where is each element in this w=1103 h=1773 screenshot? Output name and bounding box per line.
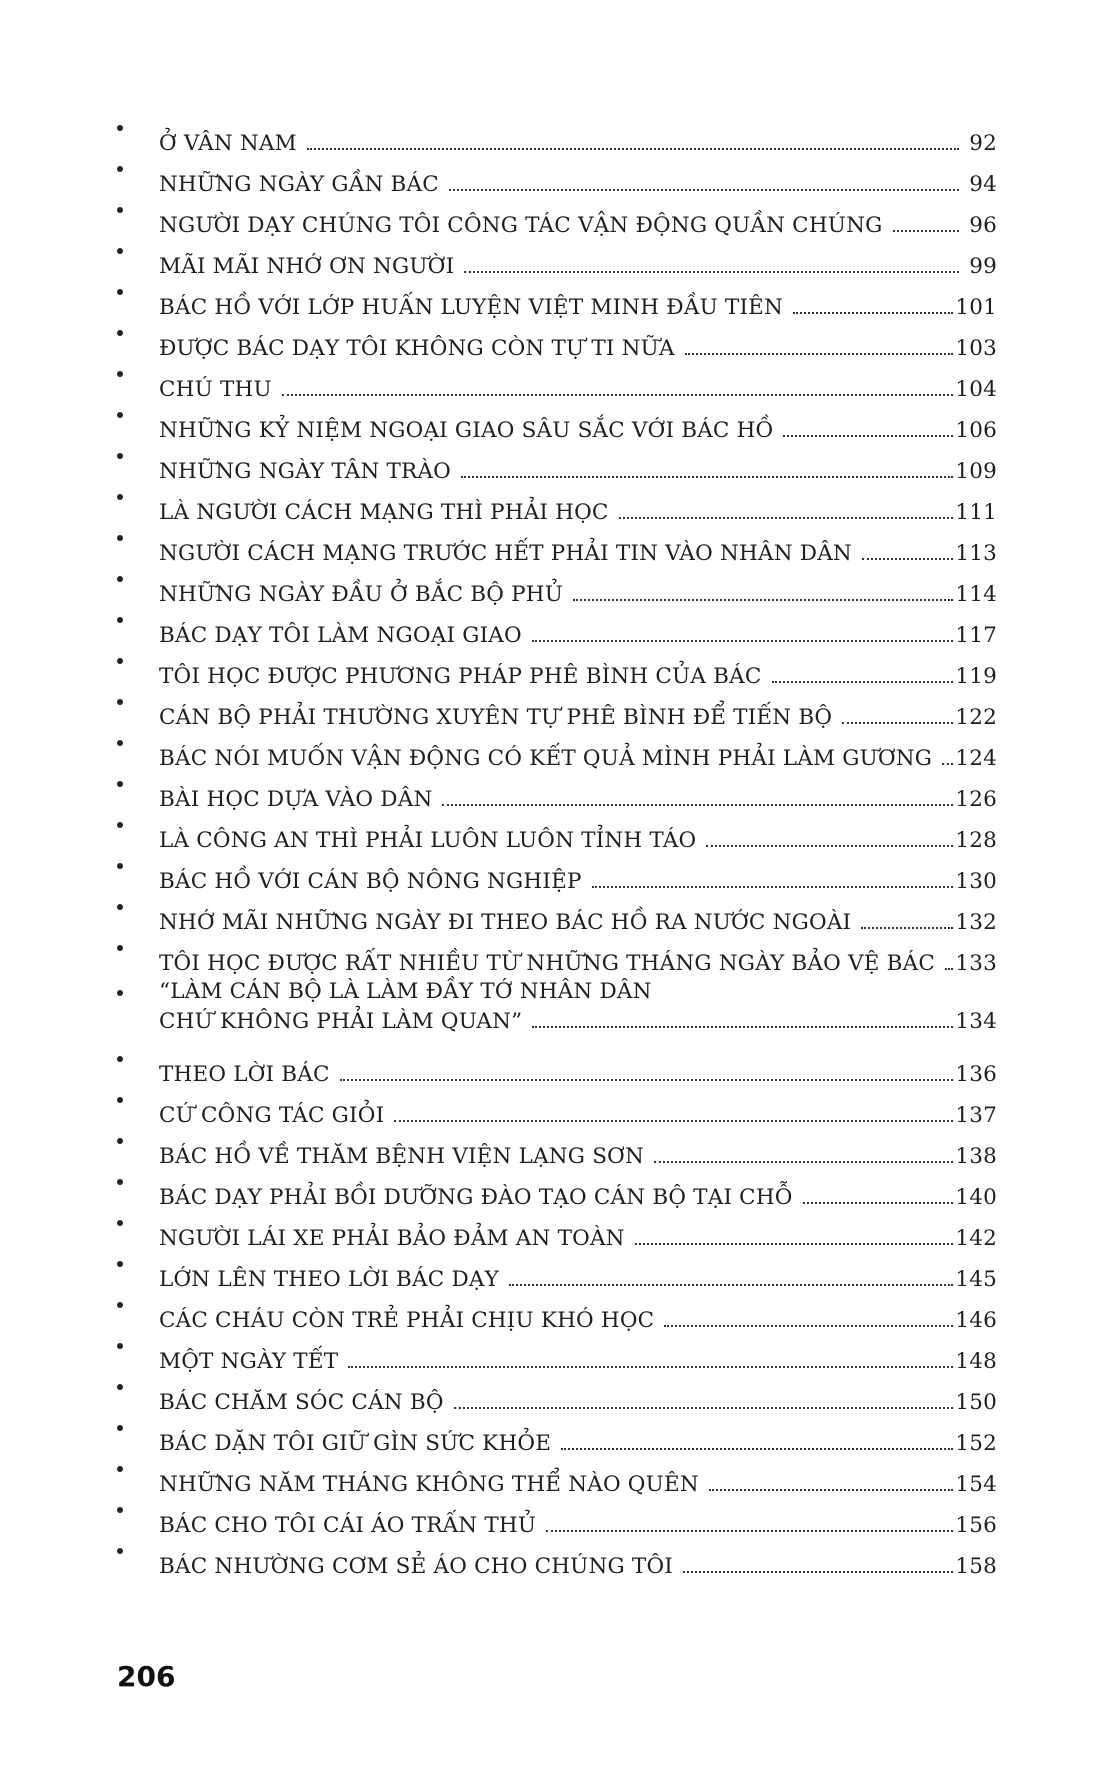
dot-leader [803, 1202, 954, 1204]
bullet-icon [117, 1179, 123, 1185]
toc-entry-title: CÁN BỘ PHẢI THƯỜNG XUYÊN TỰ PHÊ BÌNH ĐỂ TIẾN BỘ [159, 705, 833, 730]
dot-leader [348, 1366, 953, 1368]
bullet-icon [117, 658, 123, 664]
toc-entry-page: 138 [955, 1144, 997, 1169]
toc-entry-page: 99 [969, 254, 997, 279]
dot-leader [793, 312, 953, 314]
toc-entry-title: NHỮNG NGÀY ĐẦU Ở BẮC BỘ PHỦ [159, 582, 564, 607]
toc-entry [117, 445, 997, 486]
toc-entry [117, 691, 997, 732]
toc-entry [117, 486, 997, 527]
toc-entry-title: NHỮNG NĂM THÁNG KHÔNG THỂ NÀO QUÊN [159, 1472, 699, 1497]
toc-entry-title: NGƯỜI DẠY CHÚNG TÔI CÔNG TÁC VẬN ĐỘNG QUẦN CHÚNG [159, 213, 883, 238]
dot-leader [685, 353, 954, 355]
bullet-icon [117, 576, 123, 582]
toc-entry [117, 568, 997, 609]
toc-entry [117, 1499, 997, 1540]
bullet-icon [117, 494, 123, 500]
toc-entry [117, 609, 997, 650]
dot-leader [772, 681, 954, 683]
toc-entry [117, 1171, 997, 1212]
toc-entry-title: LÀ CÔNG AN THÌ PHẢI LUÔN LUÔN TỈNH TÁO [159, 828, 697, 853]
toc-entry [117, 1335, 997, 1376]
toc-entry [117, 158, 997, 199]
toc-entry-page: 124 [955, 746, 997, 771]
bullet-icon [117, 945, 123, 951]
bullet-icon [117, 1097, 123, 1103]
toc-entry-title: NGƯỜI LÁI XE PHẢI BẢO ĐẢM AN TOÀN [159, 1226, 625, 1251]
toc-entry [117, 199, 997, 240]
toc-entry-title: MÃI MÃI NHỚ ƠN NGƯỜI [159, 254, 455, 279]
dot-leader [461, 476, 953, 478]
toc-entry-title: LỚN LÊN THEO LỜI BÁC DẠY [159, 1267, 500, 1292]
dot-leader [307, 148, 959, 150]
dot-leader [842, 722, 953, 724]
toc-entry-title: ĐƯỢC BÁC DẠY TÔI KHÔNG CÒN TỰ TI NỮA [159, 336, 675, 361]
toc-entry-title: BÁC NÓI MUỐN VẬN ĐỘNG CÓ KẾT QUẢ MÌNH PHẢI LÀM GƯƠNG [159, 746, 933, 771]
dot-leader [442, 804, 953, 806]
toc-entry-title: NHỮNG KỶ NIỆM NGOẠI GIAO SÂU SẮC VỚI BÁC HỒ [159, 418, 774, 443]
toc-entry [117, 1540, 997, 1581]
toc-entry-page: 104 [955, 377, 997, 402]
toc-entry [117, 732, 997, 773]
toc-entry-page: 122 [955, 705, 997, 730]
toc-entry [117, 1212, 997, 1253]
bullet-icon [117, 453, 123, 459]
bullet-icon [117, 289, 123, 295]
toc-entry-page: 130 [955, 869, 997, 894]
toc-entry [117, 937, 997, 978]
bullet-icon [117, 904, 123, 910]
dot-leader [861, 927, 953, 929]
toc-entry [117, 855, 997, 896]
toc-entry-page: 156 [955, 1513, 997, 1538]
toc-entry-title: CỨ CÔNG TÁC GIỎI [159, 1103, 385, 1128]
dot-leader [862, 558, 953, 560]
toc-entry-title: BÀI HỌC DỰA VÀO DÂN [159, 787, 433, 812]
toc-entry-page: 140 [955, 1185, 997, 1210]
toc-entry [117, 281, 997, 322]
dot-leader [454, 1407, 954, 1409]
dot-leader [683, 1571, 953, 1573]
dot-leader [592, 886, 954, 888]
toc-entry [117, 978, 997, 1048]
toc-entry-page: 92 [969, 131, 997, 156]
toc-entry-title: LÀ NGƯỜI CÁCH MẠNG THÌ PHẢI HỌC [159, 500, 609, 525]
toc-entry-page: 94 [969, 172, 997, 197]
toc-entry-page: 145 [955, 1267, 997, 1292]
dot-leader [532, 1026, 953, 1028]
toc-entry-title: BÁC CHĂM SÓC CÁN BỘ [159, 1390, 444, 1415]
toc-entry-page: 142 [955, 1226, 997, 1251]
toc-entry-page: 146 [955, 1308, 997, 1333]
toc-entry [117, 527, 997, 568]
bullet-icon [117, 535, 123, 541]
toc-entry-page: 136 [955, 1062, 997, 1087]
bullet-icon [117, 1548, 123, 1554]
dot-leader [546, 1530, 953, 1532]
toc-entry-page: 109 [955, 459, 997, 484]
toc-entry-page: 128 [955, 828, 997, 853]
dot-leader [893, 230, 960, 232]
dot-leader [709, 1489, 954, 1491]
bullet-icon [117, 1425, 123, 1431]
bullet-icon [117, 990, 123, 996]
bullet-icon [117, 207, 123, 213]
dot-leader [654, 1161, 953, 1163]
bullet-icon [117, 1302, 123, 1308]
toc-entry [117, 117, 997, 158]
toc-entry [117, 404, 997, 445]
toc-entry [117, 1130, 997, 1171]
bullet-icon [117, 330, 123, 336]
toc-entry [117, 896, 997, 937]
toc-entry [117, 363, 997, 404]
bullet-icon [117, 1507, 123, 1513]
toc-entry [117, 1458, 997, 1499]
bullet-icon [117, 412, 123, 418]
bullet-icon [117, 166, 123, 172]
toc-entry-page: 111 [955, 500, 997, 525]
toc-entry-page: 96 [969, 213, 997, 238]
dot-leader [449, 189, 959, 191]
toc-entry [117, 1253, 997, 1294]
toc-entry-title: MỘT NGÀY TẾT [159, 1349, 339, 1374]
bullet-icon [117, 699, 123, 705]
toc-entry [117, 773, 997, 814]
dot-leader [635, 1243, 954, 1245]
toc-entry [117, 1048, 997, 1089]
dot-leader [464, 271, 959, 273]
toc-entry [117, 1417, 997, 1458]
toc-entry-title: BÁC HỒ VỀ THĂM BỆNH VIỆN LẠNG SƠN [159, 1144, 644, 1169]
toc-entry-title: BÁC HỒ VỚI LỚP HUẤN LUYỆN VIỆT MINH ĐẦU TIÊN [159, 295, 784, 320]
toc-entry-title: BÁC DẶN TÔI GIỮ GÌN SỨC KHỎE [159, 1431, 552, 1456]
toc-entry-title: BÁC DẠY PHẢI BỒI DƯỠNG ĐÀO TẠO CÁN BỘ TẠI CHỖ [159, 1185, 793, 1210]
bullet-icon [117, 1466, 123, 1472]
toc-entry-title: NHỚ MÃI NHỮNG NGÀY ĐI THEO BÁC HỒ RA NƯỚC NGOÀI [159, 910, 852, 935]
dot-leader [340, 1079, 954, 1081]
bullet-icon [117, 822, 123, 828]
toc-entry-page: 113 [955, 541, 997, 566]
bullet-icon [117, 1056, 123, 1062]
dot-leader [783, 435, 953, 437]
dot-leader [282, 394, 954, 396]
dot-leader [945, 968, 953, 970]
toc-entry-title-line1: “LÀM CÁN BỘ LÀ LÀM ĐẦY TỚ NHÂN DÂN [159, 979, 652, 1004]
toc-entry-title: TÔI HỌC ĐƯỢC PHƯƠNG PHÁP PHÊ BÌNH CỦA BÁC [159, 664, 762, 689]
toc-entry [117, 240, 997, 281]
toc-entry [117, 1294, 997, 1335]
toc-entry-title: BÁC HỒ VỚI CÁN BỘ NÔNG NGHIỆP [159, 869, 582, 894]
toc-entry [117, 650, 997, 691]
toc-entry-title: NGƯỜI CÁCH MẠNG TRƯỚC HẾT PHẢI TIN VÀO NHÂN DÂN [159, 541, 852, 566]
toc-entry-page: 148 [955, 1349, 997, 1374]
toc-entry-page: 158 [955, 1554, 997, 1579]
toc-entry-title: THEO LỜI BÁC [159, 1062, 330, 1087]
bullet-icon [117, 1138, 123, 1144]
dot-leader [532, 640, 954, 642]
toc-entry-title: NHỮNG NGÀY GẦN BÁC [159, 172, 439, 197]
page-number: 206 [117, 1660, 176, 1693]
toc-entry-title: CHÚ THU [159, 377, 272, 402]
toc-entry-page: 134 [955, 1009, 997, 1034]
bullet-icon [117, 781, 123, 787]
toc-entry-page: 103 [955, 336, 997, 361]
bullet-icon [117, 248, 123, 254]
toc-entry [117, 1376, 997, 1417]
bullet-icon [117, 1220, 123, 1226]
toc-entry-title: BÁC DẠY TÔI LÀM NGOẠI GIAO [159, 623, 522, 648]
dot-leader [561, 1448, 953, 1450]
dot-leader [619, 517, 954, 519]
bullet-icon [117, 1261, 123, 1267]
bullet-icon [117, 617, 123, 623]
bullet-icon [117, 740, 123, 746]
toc-entry-title: BÁC CHO TÔI CÁI ÁO TRẤN THỦ [159, 1513, 537, 1538]
toc-entry-page: 114 [955, 582, 997, 607]
table-of-contents [117, 117, 997, 1581]
toc-entry-title: Ở VÂN NAM [159, 131, 297, 156]
toc-entry-page: 150 [955, 1390, 997, 1415]
bullet-icon [117, 371, 123, 377]
dot-leader [573, 599, 953, 601]
toc-entry-title: CHỨ KHÔNG PHẢI LÀM QUAN” [159, 1009, 523, 1034]
bullet-icon [117, 863, 123, 869]
toc-entry-page: 154 [955, 1472, 997, 1497]
toc-entry-page: 106 [955, 418, 997, 443]
toc-entry-title: CÁC CHÁU CÒN TRẺ PHẢI CHỊU KHÓ HỌC [159, 1308, 655, 1333]
toc-entry-page: 117 [955, 623, 997, 648]
dot-leader [706, 845, 953, 847]
toc-entry [117, 1089, 997, 1130]
toc-entry [117, 322, 997, 363]
dot-leader [509, 1284, 953, 1286]
toc-entry [117, 814, 997, 855]
toc-entry-page: 101 [955, 295, 997, 320]
dot-leader [394, 1120, 953, 1122]
toc-entry-page: 119 [955, 664, 997, 689]
bullet-icon [117, 1343, 123, 1349]
toc-entry-page: 126 [955, 787, 997, 812]
dot-leader [664, 1325, 953, 1327]
toc-entry-title: NHỮNG NGÀY TÂN TRÀO [159, 459, 451, 484]
toc-entry-page: 152 [955, 1431, 997, 1456]
toc-entry-title: TÔI HỌC ĐƯỢC RẤT NHIỀU TỪ NHỮNG THÁNG NGÀY BẢO VỆ BÁC [159, 951, 936, 976]
toc-entry-page: 133 [955, 951, 997, 976]
toc-entry-title: BÁC NHƯỜNG CƠM SẺ ÁO CHO CHÚNG TÔI [159, 1554, 673, 1579]
bullet-icon [117, 125, 123, 131]
bullet-icon [117, 1384, 123, 1390]
toc-entry-page: 137 [955, 1103, 997, 1128]
toc-entry-page: 132 [955, 910, 997, 935]
dot-leader [942, 763, 953, 765]
